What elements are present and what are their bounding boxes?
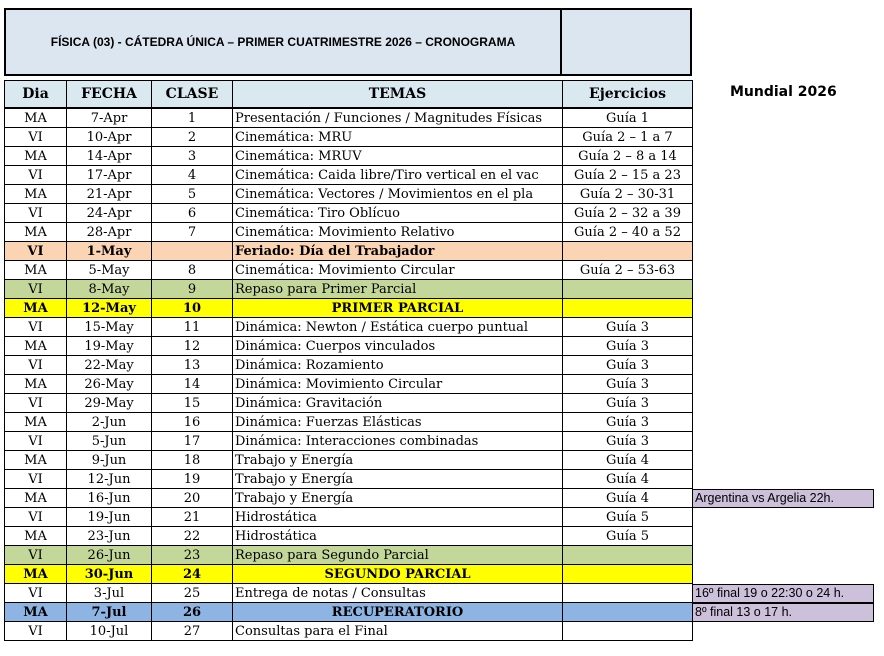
- table-row: [5, 166, 693, 185]
- table-row: [5, 622, 693, 641]
- table-row: [5, 375, 693, 394]
- table-row: [5, 413, 693, 432]
- cell-tema: Feriado: Día del Trabajador: [233, 242, 563, 261]
- cell-dia: VI: [5, 394, 67, 413]
- cell-clase: 10: [152, 299, 233, 318]
- cell-clase: 18: [152, 451, 233, 470]
- cell-ejercicios: Guía 2 – 30-31: [563, 185, 693, 204]
- cell-clase: 27: [152, 622, 233, 641]
- cell-tema: Hidrostática: [233, 527, 563, 546]
- cell-clase: 19: [152, 470, 233, 489]
- cell-dia: MA: [5, 108, 67, 128]
- table-row: [5, 280, 693, 299]
- cell-dia: MA: [5, 565, 67, 584]
- cell-clase: 3: [152, 147, 233, 166]
- cell-clase: 8: [152, 261, 233, 280]
- table-row: [5, 204, 693, 223]
- cell-dia: VI: [5, 204, 67, 223]
- table-row: [5, 318, 693, 337]
- cell-fecha: 10-Jul: [67, 622, 152, 641]
- cell-ejercicios: Guía 5: [563, 527, 693, 546]
- cell-dia: VI: [5, 508, 67, 527]
- cell-clase: 14: [152, 375, 233, 394]
- cell-tema: Cinemática: Caida libre/Tiro vertical en el vac: [233, 166, 563, 185]
- cell-clase: 24: [152, 565, 233, 584]
- cell-dia: VI: [5, 166, 67, 185]
- table-row: [5, 356, 693, 375]
- cell-dia: MA: [5, 413, 67, 432]
- cell-clase: 9: [152, 280, 233, 299]
- cell-fecha: 28-Apr: [67, 223, 152, 242]
- table-row: [5, 432, 693, 451]
- cell-tema: Trabajo y Energía: [233, 470, 563, 489]
- cell-dia: MA: [5, 185, 67, 204]
- header-ejercicios: Ejercicios: [563, 81, 693, 109]
- table-row: [5, 337, 693, 356]
- cell-tema: Dinámica: Newton / Estática cuerpo puntual: [233, 318, 563, 337]
- cell-tema: Cinemática: Tiro Oblícuo: [233, 204, 563, 223]
- table-row: [5, 565, 693, 584]
- cell-fecha: 9-Jun: [67, 451, 152, 470]
- cell-dia: MA: [5, 451, 67, 470]
- table-row: [5, 242, 693, 261]
- cell-clase: 12: [152, 337, 233, 356]
- cell-dia: VI: [5, 356, 67, 375]
- cell-fecha: 17-Apr: [67, 166, 152, 185]
- table-row: [5, 261, 693, 280]
- cell-clase: 1: [152, 108, 233, 128]
- cell-dia: VI: [5, 318, 67, 337]
- cell-clase: 25: [152, 584, 233, 603]
- cell-fecha: 30-Jun: [67, 565, 152, 584]
- cell-ejercicios: Guía 5: [563, 508, 693, 527]
- cell-dia: MA: [5, 603, 67, 622]
- cell-tema: Dinámica: Interacciones combinadas: [233, 432, 563, 451]
- cell-fecha: 3-Jul: [67, 584, 152, 603]
- table-row: [5, 128, 693, 147]
- table-header-row: [5, 81, 693, 109]
- cell-tema: Dinámica: Movimiento Circular: [233, 375, 563, 394]
- header-fecha: FECHA: [67, 81, 152, 109]
- cell-ejercicios: Guía 4: [563, 451, 693, 470]
- cell-tema: Consultas para el Final: [233, 622, 563, 641]
- cell-clase: 7: [152, 223, 233, 242]
- header-temas: TEMAS: [233, 81, 563, 109]
- cell-fecha: 7-Apr: [67, 108, 152, 128]
- cell-ejercicios: Guía 3: [563, 318, 693, 337]
- page-title: FÍSICA (03) - CÁTEDRA ÚNICA – PRIMER CUATRIMESTRE 2026 – CRONOGRAMA: [4, 8, 562, 76]
- cell-tema: Cinemática: Movimiento Relativo: [233, 223, 563, 242]
- cell-fecha: 5-May: [67, 261, 152, 280]
- cell-clase: 21: [152, 508, 233, 527]
- title-block: [4, 8, 692, 80]
- cell-tema: Trabajo y Energía: [233, 451, 563, 470]
- table-row: [5, 527, 693, 546]
- table-row: [5, 489, 693, 508]
- cell-tema: SEGUNDO PARCIAL: [233, 565, 563, 584]
- cell-tema: Trabajo y Energía: [233, 489, 563, 508]
- cell-ejercicios: Guía 3: [563, 356, 693, 375]
- cell-tema: Dinámica: Gravitación: [233, 394, 563, 413]
- cell-dia: MA: [5, 299, 67, 318]
- cell-fecha: 16-Jun: [67, 489, 152, 508]
- cell-tema: Cinemática: Vectores / Movimientos en el pla: [233, 185, 563, 204]
- cell-ejercicios: Guía 2 – 40 a 52: [563, 223, 693, 242]
- cell-tema: Presentación / Funciones / Magnitudes Físicas: [233, 108, 563, 128]
- cell-clase: 2: [152, 128, 233, 147]
- cell-fecha: 7-Jul: [67, 603, 152, 622]
- cell-dia: MA: [5, 261, 67, 280]
- cell-fecha: 8-May: [67, 280, 152, 299]
- cell-clase: 26: [152, 603, 233, 622]
- cell-dia: VI: [5, 280, 67, 299]
- cell-dia: VI: [5, 432, 67, 451]
- cell-dia: VI: [5, 128, 67, 147]
- cell-ejercicios: [563, 622, 693, 641]
- cell-clase: 11: [152, 318, 233, 337]
- cell-tema: Dinámica: Rozamiento: [233, 356, 563, 375]
- cell-ejercicios: [563, 603, 693, 622]
- cell-tema: Hidrostática: [233, 508, 563, 527]
- cell-tema: Dinámica: Cuerpos vinculados: [233, 337, 563, 356]
- cell-ejercicios: Guía 4: [563, 470, 693, 489]
- cell-dia: VI: [5, 470, 67, 489]
- mundial-note: 16º final 19 o 22:30 o 24 h.: [692, 584, 874, 603]
- cell-ejercicios: Guía 1: [563, 108, 693, 128]
- table-row: [5, 470, 693, 489]
- cell-fecha: 14-Apr: [67, 147, 152, 166]
- cell-dia: MA: [5, 489, 67, 508]
- cell-clase: 23: [152, 546, 233, 565]
- cell-fecha: 1-May: [67, 242, 152, 261]
- cell-ejercicios: Guía 3: [563, 394, 693, 413]
- cell-ejercicios: Guía 2 – 15 a 23: [563, 166, 693, 185]
- table-row: [5, 584, 693, 603]
- cell-tema: Entrega de notas / Consultas: [233, 584, 563, 603]
- table-row: [5, 546, 693, 565]
- cell-tema: Cinemática: MRUV: [233, 147, 563, 166]
- header-clase: CLASE: [152, 81, 233, 109]
- title-side-cell: [562, 8, 692, 76]
- cell-dia: VI: [5, 622, 67, 641]
- cell-tema: PRIMER PARCIAL: [233, 299, 563, 318]
- cell-clase: 6: [152, 204, 233, 223]
- cell-ejercicios: Guía 2 – 32 a 39: [563, 204, 693, 223]
- cell-clase: 17: [152, 432, 233, 451]
- cell-ejercicios: Guía 2 – 8 a 14: [563, 147, 693, 166]
- cell-dia: MA: [5, 375, 67, 394]
- cell-fecha: 19-Jun: [67, 508, 152, 527]
- cell-fecha: 19-May: [67, 337, 152, 356]
- cell-clase: 13: [152, 356, 233, 375]
- cell-ejercicios: [563, 546, 693, 565]
- cell-dia: VI: [5, 546, 67, 565]
- cell-ejercicios: Guía 3: [563, 432, 693, 451]
- cell-dia: MA: [5, 527, 67, 546]
- cell-dia: MA: [5, 147, 67, 166]
- header-dia: Dia: [5, 81, 67, 109]
- cell-ejercicios: Guía 2 – 1 a 7: [563, 128, 693, 147]
- cell-fecha: 23-Jun: [67, 527, 152, 546]
- cell-tema: Repaso para Segundo Parcial: [233, 546, 563, 565]
- cell-ejercicios: [563, 565, 693, 584]
- table-row: [5, 299, 693, 318]
- cell-tema: Cinemática: MRU: [233, 128, 563, 147]
- cell-ejercicios: [563, 242, 693, 261]
- cell-ejercicios: Guía 4: [563, 489, 693, 508]
- cell-fecha: 26-Jun: [67, 546, 152, 565]
- cell-ejercicios: Guía 3: [563, 375, 693, 394]
- table-row: [5, 508, 693, 527]
- table-row: [5, 394, 693, 413]
- cell-fecha: 29-May: [67, 394, 152, 413]
- cell-fecha: 12-May: [67, 299, 152, 318]
- cell-clase: 5: [152, 185, 233, 204]
- cell-ejercicios: [563, 584, 693, 603]
- table-row: [5, 451, 693, 470]
- cell-dia: VI: [5, 584, 67, 603]
- cell-clase: 15: [152, 394, 233, 413]
- cell-dia: MA: [5, 337, 67, 356]
- cell-dia: VI: [5, 242, 67, 261]
- mundial-title: Mundial 2026: [730, 84, 837, 100]
- cell-dia: MA: [5, 223, 67, 242]
- schedule-table: [4, 80, 693, 641]
- cell-fecha: 10-Apr: [67, 128, 152, 147]
- mundial-note: Argentina vs Argelia 22h.: [692, 489, 874, 508]
- cell-clase: 16: [152, 413, 233, 432]
- cell-clase: 4: [152, 166, 233, 185]
- cell-ejercicios: Guía 3: [563, 413, 693, 432]
- cell-ejercicios: Guía 2 – 53-63: [563, 261, 693, 280]
- cell-tema: Repaso para Primer Parcial: [233, 280, 563, 299]
- mundial-note: 8º final 13 o 17 h.: [692, 603, 874, 622]
- cell-ejercicios: Guía 3: [563, 337, 693, 356]
- cell-fecha: 24-Apr: [67, 204, 152, 223]
- cell-clase: 22: [152, 527, 233, 546]
- cell-ejercicios: [563, 280, 693, 299]
- cell-tema: Cinemática: Movimiento Circular: [233, 261, 563, 280]
- table-row: [5, 108, 693, 128]
- table-row: [5, 223, 693, 242]
- cell-fecha: 2-Jun: [67, 413, 152, 432]
- cell-ejercicios: [563, 299, 693, 318]
- cell-fecha: 22-May: [67, 356, 152, 375]
- cell-tema: Dinámica: Fuerzas Elásticas: [233, 413, 563, 432]
- schedule-body: [5, 108, 693, 641]
- cell-fecha: 15-May: [67, 318, 152, 337]
- cell-tema: RECUPERATORIO: [233, 603, 563, 622]
- table-row: [5, 147, 693, 166]
- cell-clase: 20: [152, 489, 233, 508]
- cell-fecha: 21-Apr: [67, 185, 152, 204]
- table-row: [5, 185, 693, 204]
- cell-fecha: 26-May: [67, 375, 152, 394]
- cell-fecha: 12-Jun: [67, 470, 152, 489]
- cell-fecha: 5-Jun: [67, 432, 152, 451]
- cell-clase: [152, 242, 233, 261]
- table-row: [5, 603, 693, 622]
